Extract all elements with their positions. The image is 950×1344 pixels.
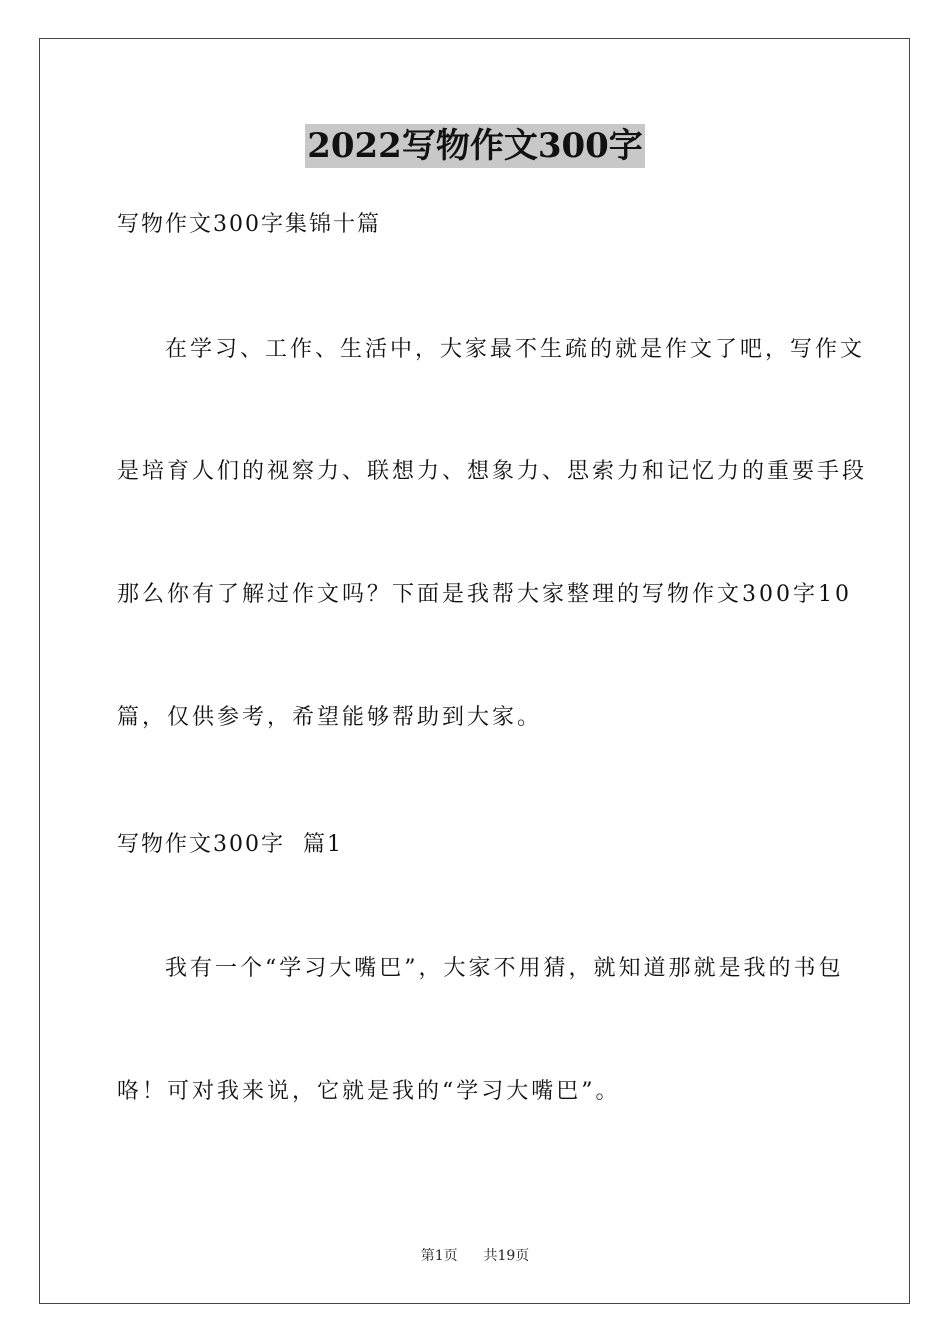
page-footer <box>0 1246 950 1266</box>
page-number: 第1页 <box>420 1248 458 1264</box>
intro-line-3: 那么你有了解过作文吗？下面是我帮大家整理的写物作文300字10 <box>117 582 852 607</box>
total-pages: 共19页 <box>483 1248 530 1264</box>
section-heading: 写物作文300字 篇1 <box>117 832 343 857</box>
intro-line-2: 是培育人们的视察力、联想力、想象力、思索力和记忆力的重要手段 <box>117 459 868 484</box>
document-title: 2022写物作文300字 <box>307 126 643 166</box>
section-line-2: 咯！可对我来说，它就是我的“学习大嘴巴”。 <box>117 1079 621 1104</box>
section-line-1: 我有一个“学习大嘴巴”，大家不用猜，就知道那就是我的书包 <box>165 956 844 981</box>
document-subtitle: 写物作文300字集锦十篇 <box>117 212 381 237</box>
intro-line-4: 篇，仅供参考，希望能够帮助到大家。 <box>117 705 543 730</box>
title-wrapper <box>0 124 950 168</box>
intro-line-1: 在学习、工作、生活中，大家最不生疏的就是作文了吧，写作文 <box>165 337 866 362</box>
